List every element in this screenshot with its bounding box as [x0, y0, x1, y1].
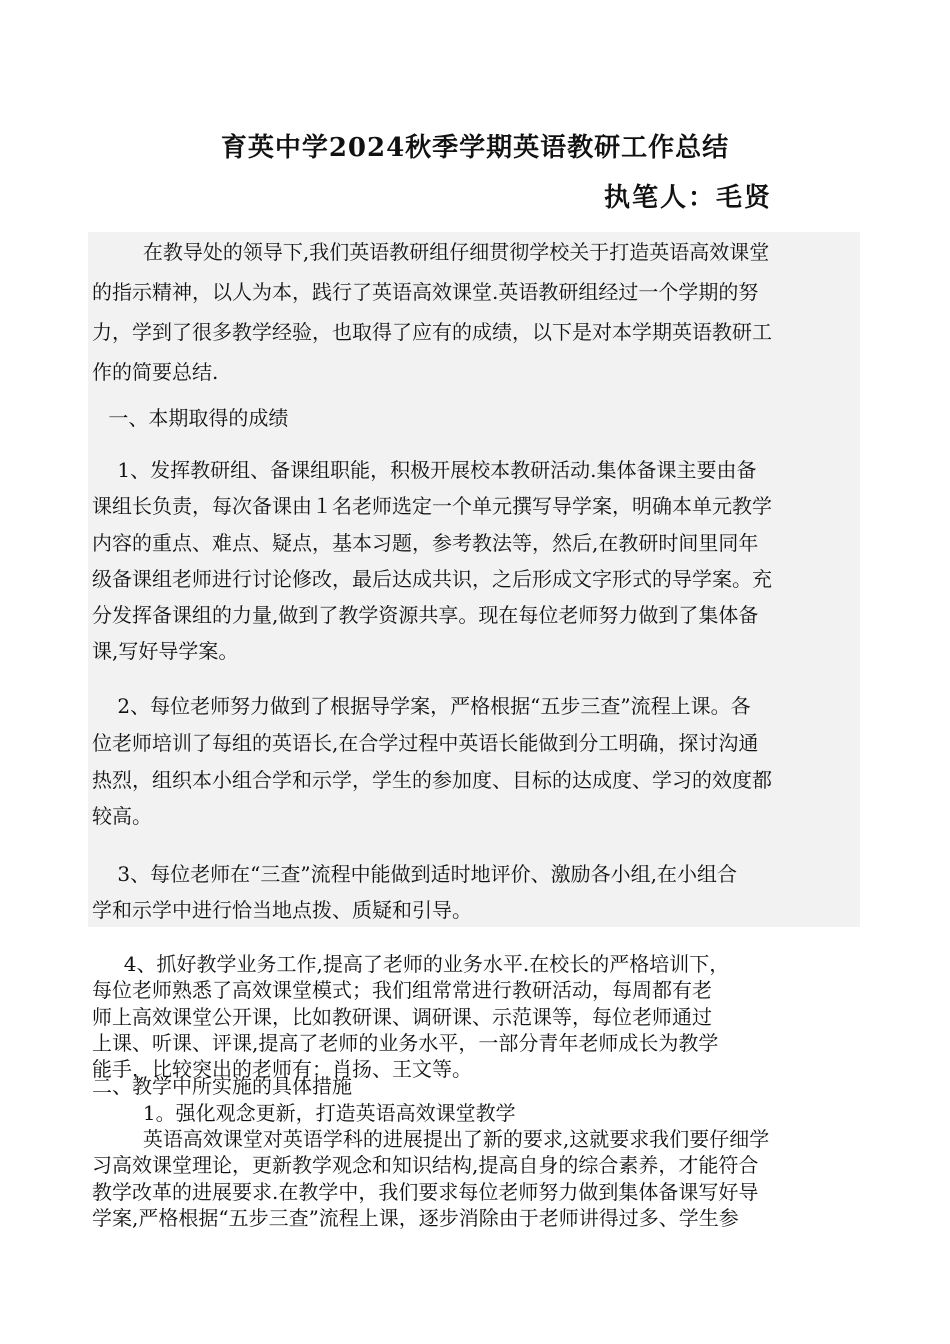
text-line: 每位老师熟悉了高效课堂模式；我们组常常进行教研活动，每周都有老 — [92, 978, 712, 1003]
text-line: 作的简要总结. — [92, 360, 219, 384]
section-heading-measures: 二、教学中所实施的具体措施 — [92, 1074, 352, 1098]
text-line: 上课、听课、评课,提高了老师的业务水平，一部分青年老师成长为教学 — [92, 1030, 719, 1055]
author-line: 执笔人：毛贤 — [604, 183, 773, 213]
intro-paragraph — [92, 232, 772, 392]
subheading-measure-1: 1。强化观念更新，打造英语高效课堂教学 — [92, 1101, 516, 1125]
text-line: 英语高效课堂对英语学科的进展提出了新的要求,这就要求我们要仔细学 — [92, 1127, 770, 1151]
text-line: 内容的重点、难点、疑点，基本习题，参考教法等，然后,在教研时间里同年 — [92, 530, 759, 555]
text-line: 力，学到了很多教学经验，也取得了应有的成绩，以下是对本学期英语教研工 — [92, 320, 772, 344]
text-line: 2、每位老师努力做到了根据导学案，严格根据“五步三查”流程上课。各 — [92, 694, 751, 718]
text-line: 在教导处的领导下,我们英语教研组仔细贯彻学校关于打造英语高效课堂 — [92, 240, 770, 264]
text-line: 课组长负责，每次备课由１名老师选定一个单元撰写导学案，明确本单元教学 — [92, 494, 772, 519]
text-line: 课,写好导学案。 — [92, 639, 239, 664]
text-line: 学案,严格根据“五步三查”流程上课，逐步消除由于老师讲得过多、学生参 — [92, 1205, 739, 1230]
text-line: 位老师培训了每组的英语长,在合学过程中英语长能做到分工明确，探讨沟通 — [92, 730, 759, 755]
text-line: 4、抓好教学业务工作,提高了老师的业务水平.在校长的严格培训下， — [92, 952, 730, 976]
text-line: 能手，比较突出的老师有：肖扬、王文等。 — [92, 1057, 472, 1082]
text-line: 较高。 — [92, 804, 152, 829]
text-line: 习高效课堂理论，更新教学观念和知识结构,提高自身的综合素养，才能符合 — [92, 1153, 759, 1178]
achievement-item-4 — [92, 951, 729, 1082]
achievement-item-2 — [92, 688, 772, 835]
achievement-item-1 — [92, 452, 772, 670]
text-line: 的指示精神，以人为本，践行了英语高效课堂.英语教研组经过一个学期的努 — [92, 280, 759, 304]
text-line: 教学改革的进展要求.在教学中，我们要求每位老师努力做到集体备课写好导 — [92, 1179, 759, 1204]
section-heading-achievements: 一、本期取得的成绩 — [102, 406, 289, 430]
text-line: 3、每位老师在“三查”流程中能做到适时地评价、激励各小组,在小组合 — [92, 862, 737, 886]
document-title: 育英中学2024秋季学期英语教研工作总结 — [220, 133, 730, 163]
text-line: 1、发挥教研组、备课组职能，积极开展校本教研活动.集体备课主要由备 — [92, 458, 757, 482]
text-line: 分发挥备课组的力量,做到了教学资源共享。现在每位老师努力做到了集体备 — [92, 603, 759, 628]
text-line: 热烈，组织本小组合学和示学，学生的参加度、目标的达成度、学习的效度都 — [92, 767, 772, 792]
achievement-item-3 — [92, 856, 737, 928]
text-line: 师上高效课堂公开课，比如教研课、调研课、示范课等，每位老师通过 — [92, 1004, 712, 1029]
measure-paragraph — [92, 1126, 769, 1231]
text-line: 学和示学中进行恰当地点拨、质疑和引导。 — [92, 898, 472, 922]
text-line: 级备课组老师进行讨论修改，最后达成共识，之后形成文字形式的导学案。充 — [92, 566, 772, 591]
